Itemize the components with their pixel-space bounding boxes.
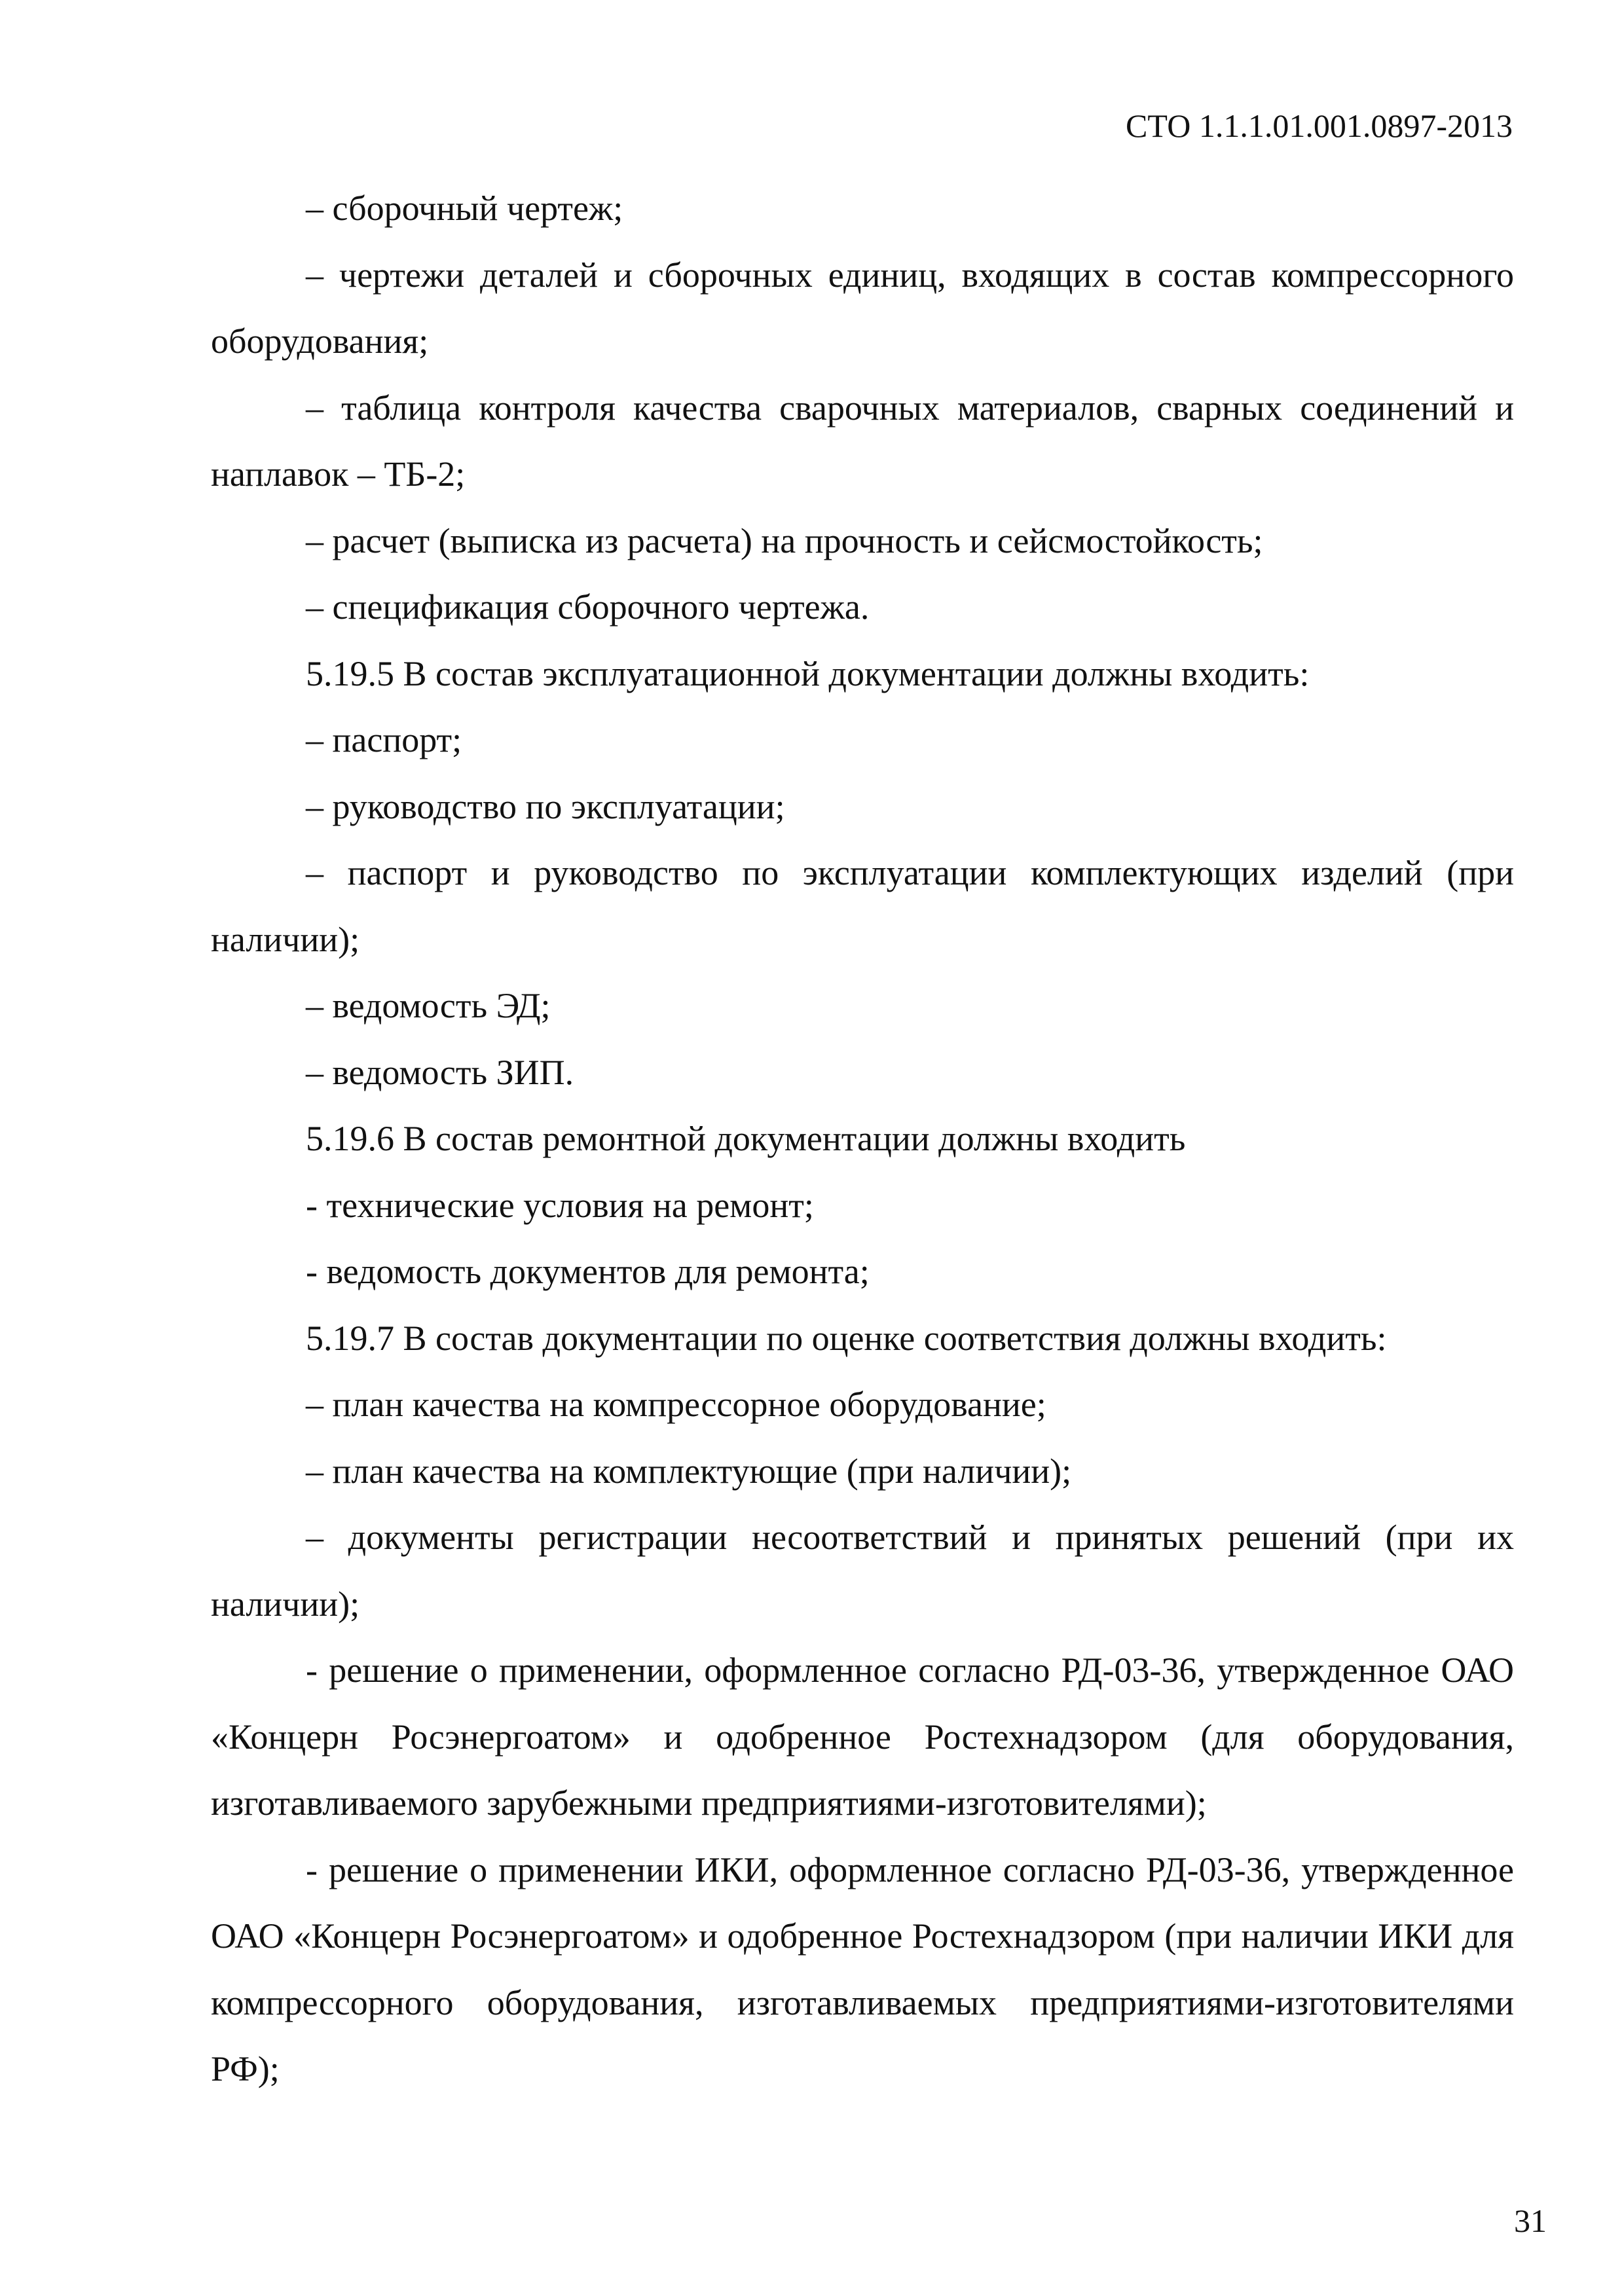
list-item: – план качества на компрессорное оборудование; xyxy=(306,1385,1046,1424)
document-body xyxy=(211,175,1514,2103)
list-item: – ведомость ЗИП. xyxy=(306,1052,574,1092)
list-item: - технические условия на ремонт; xyxy=(306,1185,814,1225)
page-number: 31 xyxy=(1514,2202,1547,2239)
list-item: – спецификация сборочного чертежа. xyxy=(306,587,870,627)
section-heading: 5.19.7 В состав документации по оценке соответствия должны входить: xyxy=(306,1318,1387,1358)
list-item: – ведомость ЭД; xyxy=(306,986,551,1025)
list-item: – таблица контроля качества сварочных материалов, сварных соединений и наплавок – ТБ-2; xyxy=(211,388,1514,494)
list-item: - решение о применении ИКИ, оформленное согласно РД-03-36, утвержденное ОАО «Концерн Росэнергоатом» и одобренное Ростехнадзором (при наличии ИКИ для компрессорного оборудования, изготавливаемых предприятиями-изготовителями РФ); xyxy=(211,1850,1514,2088)
list-item: – руководство по эксплуатации; xyxy=(306,786,785,826)
list-item: – план качества на комплектующие (при наличии); xyxy=(306,1451,1072,1491)
document-code: СТО 1.1.1.01.001.0897-2013 xyxy=(1126,107,1513,144)
list-item: – расчет (выписка из расчета) на прочность и сейсмостойкость; xyxy=(306,520,1263,560)
list-item: - ведомость документов для ремонта; xyxy=(306,1252,870,1291)
list-item: – паспорт и руководство по эксплуатации комплектующих изделий (при наличии); xyxy=(211,853,1514,959)
list-item: - решение о применении, оформленное согласно РД-03-36, утвержденное ОАО «Концерн Росэнергоатом» и одобренное Ростехнадзором (для оборудования, изготавливаемого зарубежными предприятиями-изготовителями); xyxy=(211,1650,1514,1823)
list-item: – чертежи деталей и сборочных единиц, входящих в состав компрессорного оборудования; xyxy=(211,255,1514,361)
section-heading: 5.19.5 В состав эксплуатационной документации должны входить: xyxy=(306,653,1310,693)
list-item: – паспорт; xyxy=(306,720,462,759)
section-heading: 5.19.6 В состав ремонтной документации должны входить xyxy=(306,1119,1186,1158)
list-item: – сборочный чертеж; xyxy=(306,189,623,228)
list-item: – документы регистрации несоответствий и принятых решений (при их наличии); xyxy=(211,1518,1514,1624)
